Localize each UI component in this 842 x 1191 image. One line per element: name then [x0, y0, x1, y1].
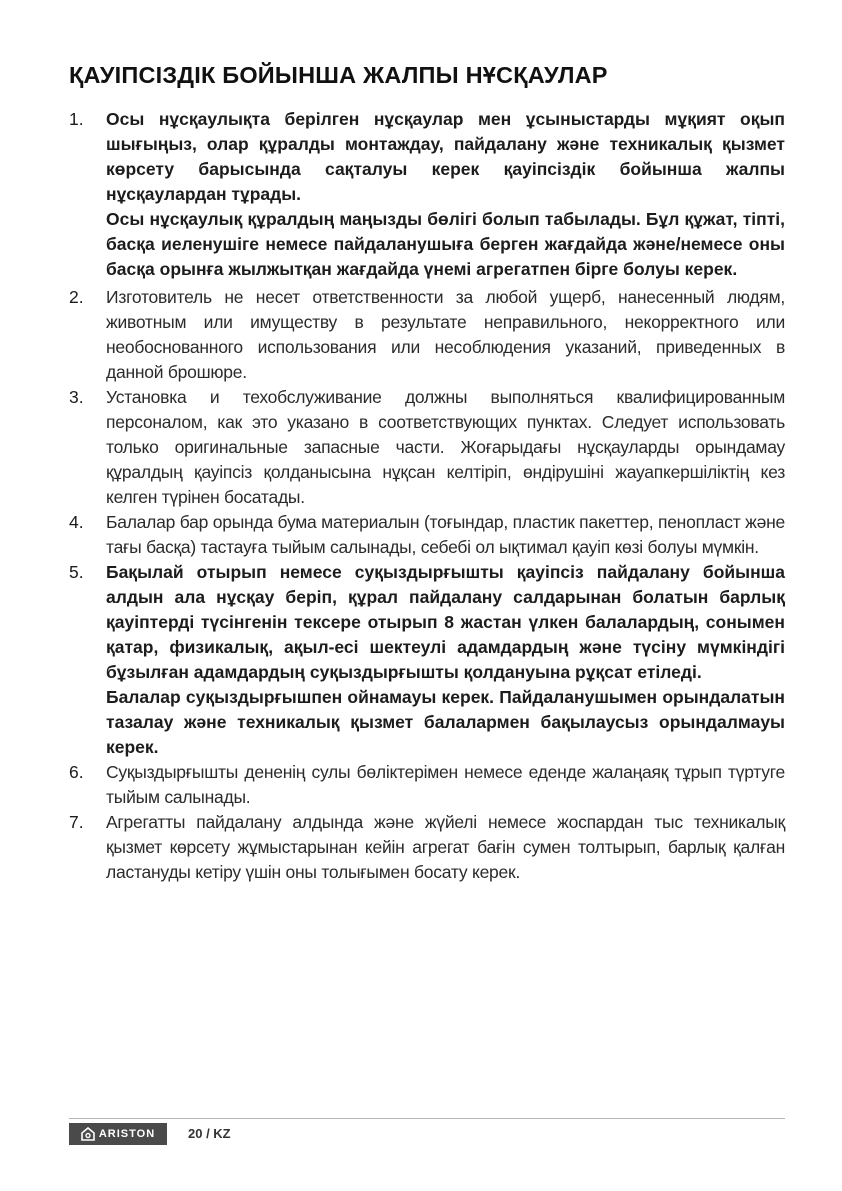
item-paragraph: Осы нұсқаулықта берілген нұсқаулар мен ұсыныстарды мұқият оқып шығыңыз, олар құралды монтаждау, пайдалану және техникалық қызмет көрсету барысында сақталуы керек қауіпсіздік бойынша жалпы нұсқаулардан тұрады. [106, 109, 785, 204]
item-paragraph: Бақылай отырып немесе суқыздырғышты қауіпсіз пайдалану бойынша алдын ала нұсқау беріп, құрал пайдалану салдарынан болатын барлық қауіптерді түсінгенін тексере отырып 8 жастан үлкен балалардың, сонымен қатар, физикалық, ақыл-есі шектеулі адамдардың және түсіну мүмкіндігі бұзылған адамдардың суқыздырғышты қолдануына рұқсат етіледі. [106, 562, 785, 682]
list-item [69, 285, 785, 385]
item-content [106, 760, 785, 810]
item-number: 4. [69, 512, 84, 532]
item-paragraph: Суқыздырғышты дененің сулы бөліктерімен немесе еденде жалаңаяқ тұрып түртуге тыйым салынады. [106, 762, 785, 807]
item-content [106, 107, 785, 282]
brand-name: ARISTON [98, 1128, 156, 1140]
safety-instructions-list [69, 107, 785, 885]
page-number: 20 / KZ [188, 1126, 231, 1141]
list-item [69, 107, 785, 282]
list-item [69, 810, 785, 885]
item-content [106, 810, 785, 885]
brand-logo [69, 1123, 167, 1145]
item-number: 7. [69, 812, 84, 832]
item-paragraph: Изготовитель не несет ответственности за любой ущерб, нанесенный людям, животным или имуществу в результате неправильного, некорректного или необоснованного использования или несоблюдения указаний, приведенных в данной брошюре. [106, 287, 785, 382]
item-paragraph: Установка и техобслуживание должны выполняться квалифицированным персоналом, как это указано в соответствующих пунктах. Следует использовать только оригинальные запасные части. Жоғарыдағы нұсқауларды орындамау құралдың қауіпсіз қолданысына нұқсан келтіріп, өндірушіні жауапкершіліктің кез келген түрінен босатады. [106, 387, 785, 507]
item-content [106, 510, 785, 560]
item-number: 6. [69, 762, 84, 782]
list-item [69, 510, 785, 560]
item-content [106, 385, 785, 510]
item-paragraph: Балалар бар орында бума материалын (тоғындар, пластик пакеттер, пенопласт және тағы басқа) тастауға тыйым салынады, себебі ол ықтимал қауіп көзі болуы мүмкін. [106, 512, 785, 557]
list-item [69, 560, 785, 760]
page-title: ҚАУІПСІЗДІК БОЙЫНША ЖАЛПЫ НҰСҚАУЛАР [69, 62, 608, 88]
item-number: 3. [69, 387, 84, 407]
list-item [69, 760, 785, 810]
item-content [106, 560, 785, 760]
item-paragraph: Балалар суқыздырғышпен ойнамауы керек. Пайдаланушымен орындалатын тазалау және техникалық қызмет балалармен бақылаусыз орындалмауы керек. [106, 687, 785, 757]
item-content [106, 285, 785, 385]
item-number: 5. [69, 562, 84, 582]
item-paragraph: Агрегатты пайдалану алдында және жүйелі немесе жоспардан тыс техникалық қызмет көрсету жұмыстарынан кейін агрегат бағін сумен толтырып, барлық қалған ластануды кетіру үшін оны толығымен босату керек. [106, 812, 785, 882]
item-number: 1. [69, 109, 84, 129]
item-paragraph: Осы нұсқаулық құралдың маңызды бөлігі болып табылады. Бұл құжат, тіпті, басқа иеленушіге немесе пайдаланушыға берген жағдайда және/немесе оны басқа орынға жылжытқан жағдайда үнемі агрегатпен бірге болуы керек. [106, 209, 785, 279]
house-logo-icon [81, 1127, 95, 1141]
item-number: 2. [69, 287, 84, 307]
footer-divider [69, 1118, 785, 1119]
list-item [69, 385, 785, 510]
